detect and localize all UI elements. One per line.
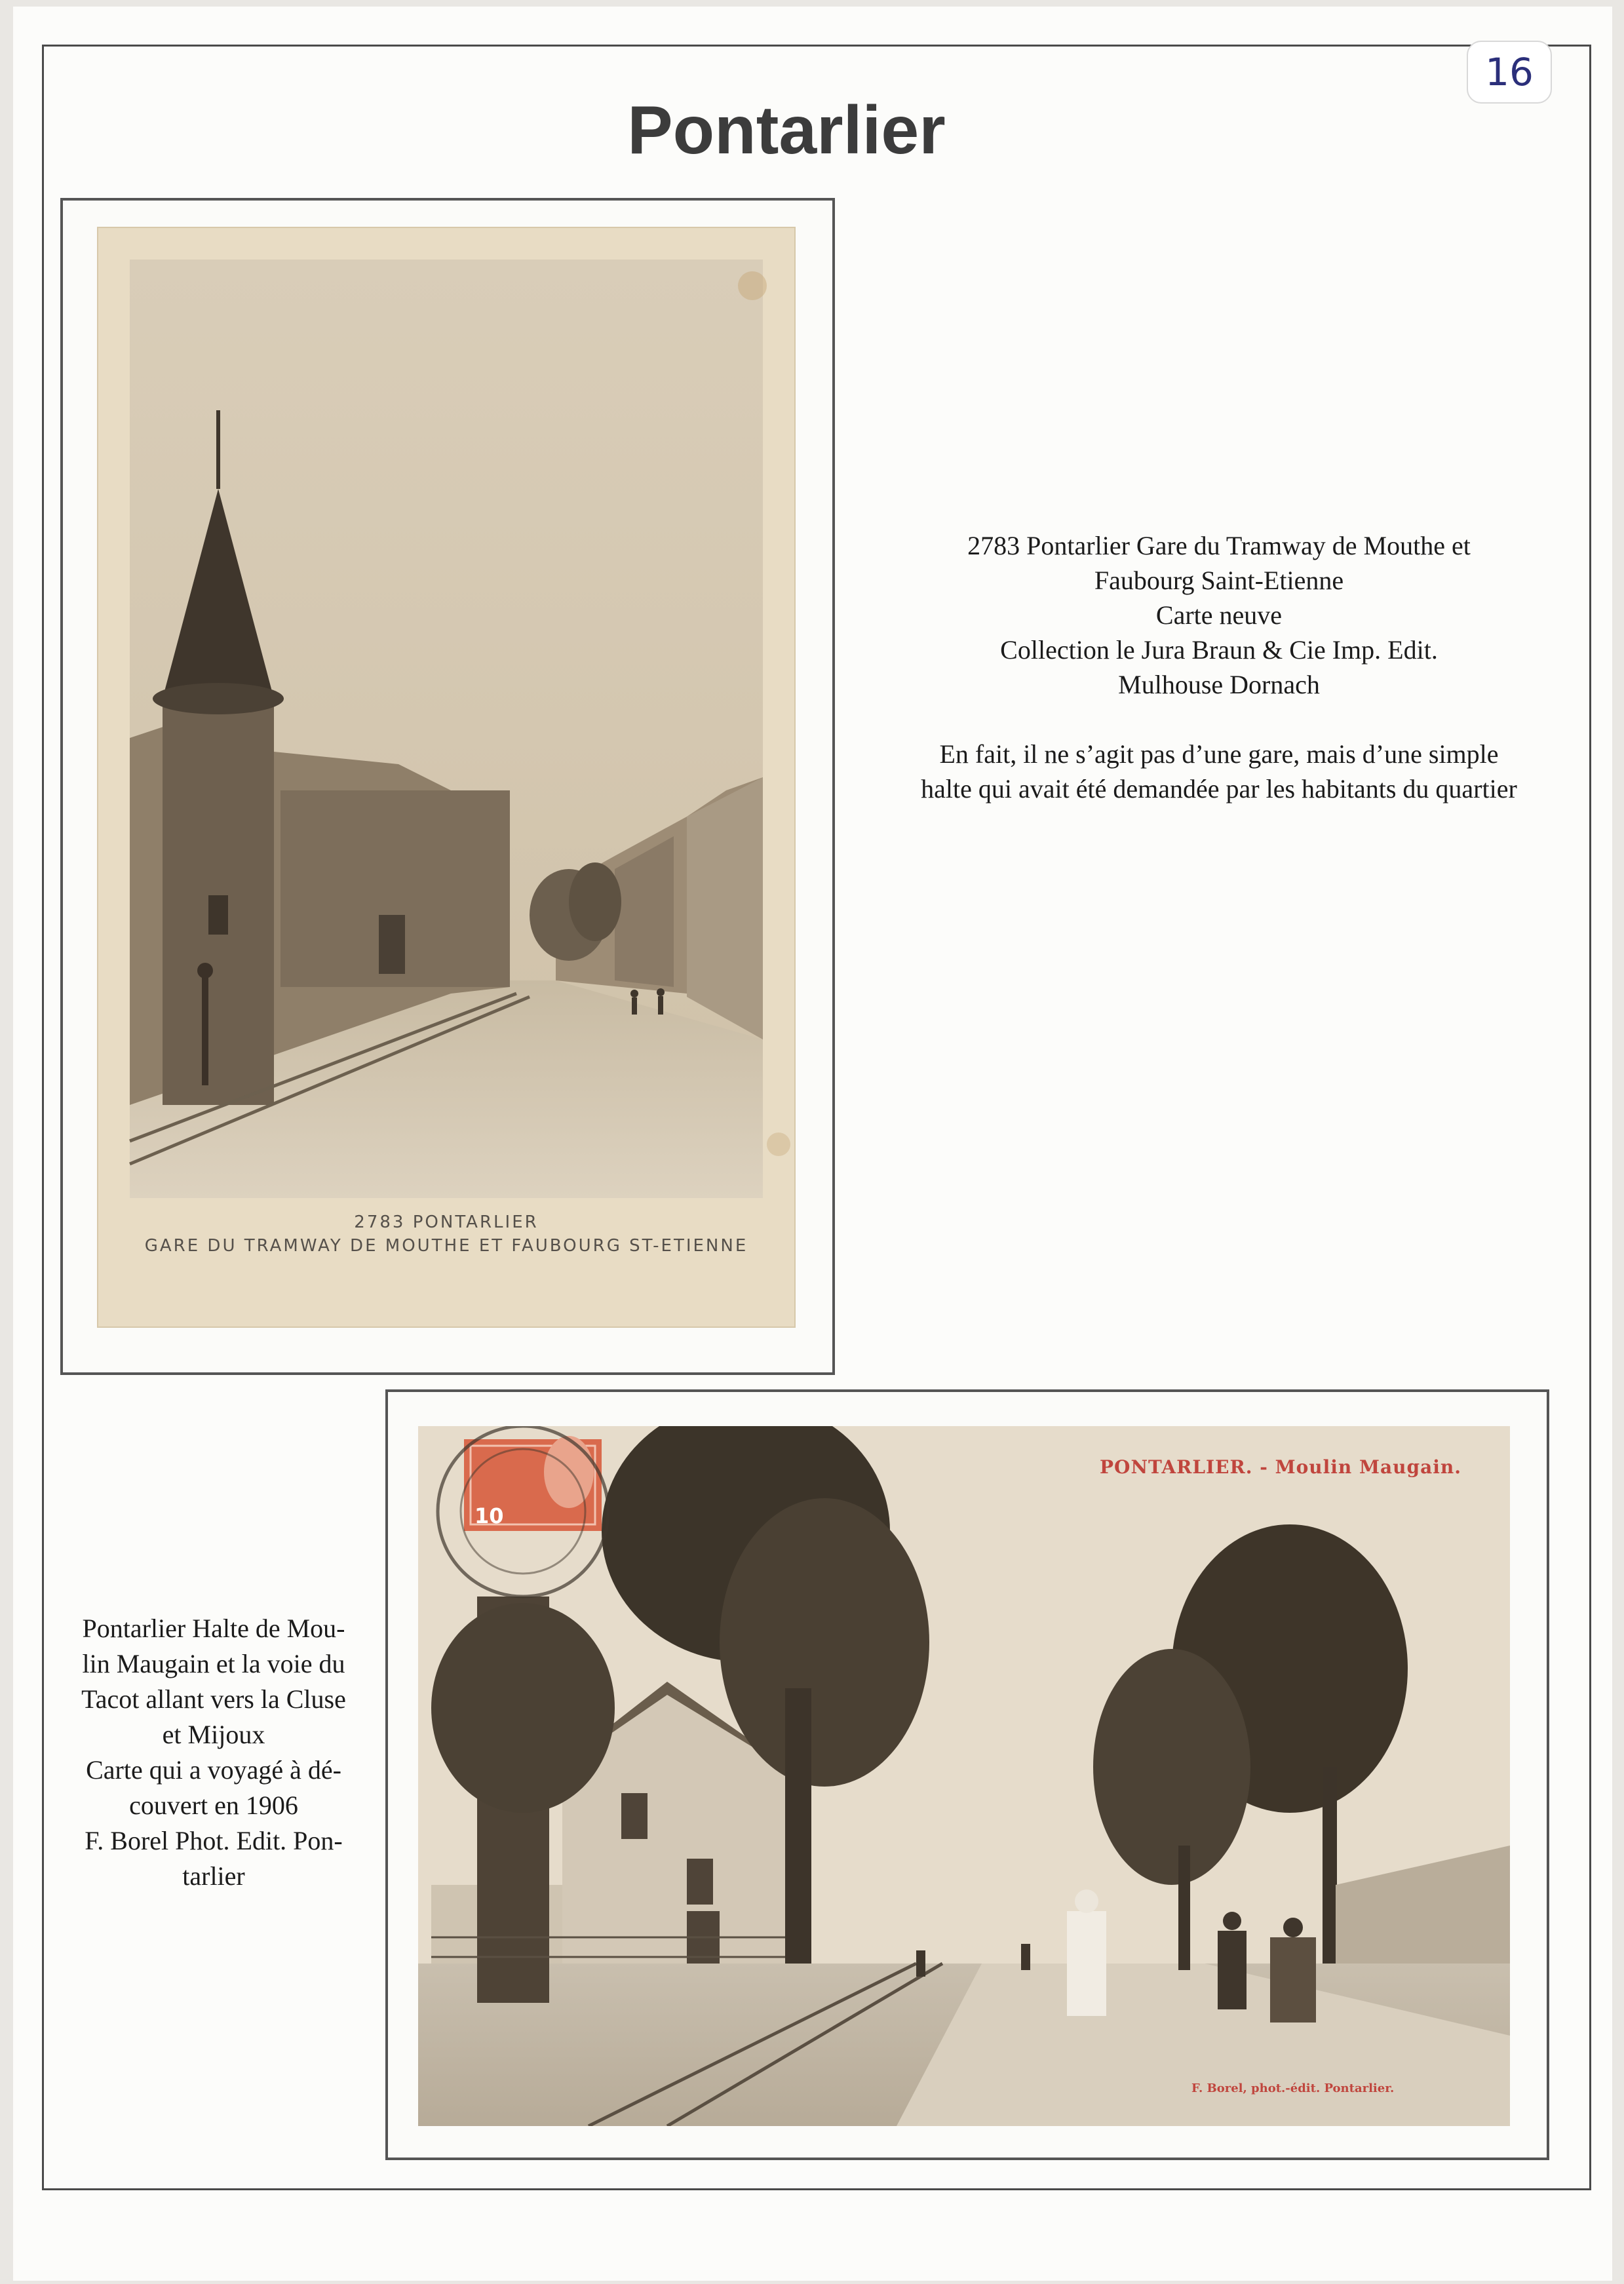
- card2-title: PONTARLIER. - Moulin Maugain.: [1100, 1456, 1461, 1478]
- description-spacer: [865, 702, 1573, 737]
- postcard-gare-tramway: [97, 227, 796, 1328]
- description-line: halte qui avait été demandée par les habitants du quartier: [921, 774, 1517, 803]
- postcard-moulin-maugain: [418, 1426, 1510, 2126]
- page-title: Pontarlier: [627, 92, 946, 168]
- description-line: lin Maugain et la voie du: [82, 1649, 345, 1678]
- card1-caption-number: 2783 PONTARLIER: [354, 1212, 539, 1232]
- description-line: Carte qui a voyagé à dé-: [86, 1755, 341, 1785]
- description-line: Tacot allant vers la Cluse: [81, 1684, 346, 1714]
- description-line: En fait, il ne s’agit pas d’une gare, mais d’une simple: [939, 739, 1499, 769]
- description-line: Mulhouse Dornach: [1118, 670, 1320, 699]
- description-line: Faubourg Saint-Etienne: [1094, 566, 1344, 595]
- card1-caption-title: GARE DU TRAMWAY DE MOUTHE ET FAUBOURG ST-ETIENNE: [144, 1236, 748, 1256]
- card1-description: [865, 528, 1573, 806]
- page-number: 16: [1467, 41, 1552, 104]
- description-line: Carte neuve: [1155, 600, 1283, 630]
- description-line: Pontarlier Halte de Mou-: [82, 1614, 345, 1643]
- postcard-photo-street: [97, 227, 796, 1328]
- stamp-value: 10: [474, 1503, 504, 1528]
- description-line: 2783 Pontarlier Gare du Tramway de Mouthe et: [967, 531, 1471, 560]
- card2-credit: F. Borel, phot.-édit. Pontarlier.: [1191, 2081, 1395, 2095]
- description-line: couvert en 1906: [129, 1790, 298, 1820]
- description-line: F. Borel Phot. Edit. Pon-: [85, 1826, 343, 1855]
- postcard-photo-halte: [418, 1426, 1510, 2126]
- card2-description: [50, 1611, 377, 1894]
- description-line: Collection le Jura Braun & Cie Imp. Edit.: [1000, 635, 1438, 665]
- description-line: tarlier: [182, 1861, 245, 1891]
- description-line: et Mijoux: [162, 1720, 265, 1749]
